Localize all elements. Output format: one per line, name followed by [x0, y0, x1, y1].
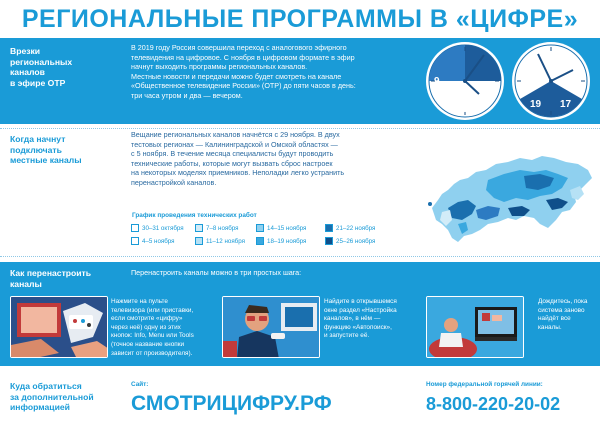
legend-swatch: [325, 237, 333, 245]
section-otr-inserts: [0, 38, 600, 124]
morning-clock-icon: [424, 40, 506, 122]
man-with-remote-icon: [223, 297, 320, 358]
hotline-phone[interactable]: 8-800-220-20-02: [426, 394, 561, 414]
section-label: Когда начнут подключать местные каналы: [10, 134, 82, 165]
phone-caption: Номер федеральной горячей линии:: [426, 381, 543, 388]
section-text: В 2019 году Россия совершила переход с аналогового эфирного телевидения на цифровое. С ноября в цифровом формате в эфир начнут выходить программы региональных каналов. Местные новости и передачи можно будет смотреть на канале «Общественное телевидение России» (ОТР) до пяти часов в день: три часа утром и два — вечером.: [131, 43, 356, 100]
legend-swatch: [131, 224, 139, 232]
legend-swatch: [256, 237, 264, 245]
step3-text: Дождитесь, пока система заново найдёт все каналы.: [538, 298, 588, 331]
legend-swatch: [195, 224, 203, 232]
page-title: РЕГИОНАЛЬНЫЕ ПРОГРАММЫ В «ЦИФРЕ»: [21, 5, 579, 33]
step1-illustration: [10, 296, 108, 358]
remote-control-hands-icon: [11, 297, 108, 358]
step2-illustration: [222, 296, 320, 358]
step2-text: Найдите в открывшемся окне раздел «Настройка каналов», в нём — функцию «Автопоиск», и запустите её.: [324, 298, 397, 340]
russia-regions-map: [428, 150, 596, 250]
step1-text: Нажмите на пульте телевизора (или приставки, если смотрите «цифру» через неё) одну из этих кнопок: Info, Menu или Tools (точное название кнопки зависит от производителя).: [111, 298, 194, 357]
legend-item: 25–26 ноября: [325, 237, 375, 245]
legend-swatch: [131, 237, 139, 245]
legend-swatch: [256, 224, 264, 232]
legend-item: 18–19 ноября: [256, 237, 306, 245]
legend-swatch: [325, 224, 333, 232]
legend-item: 7–8 ноября: [195, 224, 239, 232]
legend-swatch: [195, 237, 203, 245]
legend-item: 4–5 ноября: [131, 237, 175, 245]
evening-clock-icon: [510, 40, 592, 122]
section-text: Вещание региональных каналов начнётся с 29 ноября. В двух тестовых регионах — Калининградской и Омской областях — с 5 ноября. В течение месяца специалисты будут проводить технические работы, которые могут вызвать сброс настроек на некоторых моделях приемников. Неполадки легко устранить перенастройкой каналов.: [131, 130, 345, 187]
clock-number: 17: [560, 99, 572, 110]
clock-number: 9: [434, 76, 440, 87]
divider: [0, 128, 600, 129]
steps-intro: Перенастроить каналы можно в три простых шага:: [131, 268, 302, 277]
section-label: Как перенастроить каналы: [10, 268, 92, 289]
legend-item: 14–15 ноября: [256, 224, 306, 232]
site-caption: Сайт:: [131, 381, 149, 388]
divider: [0, 256, 600, 257]
contact-label: Куда обратиться за дополнительной информацией: [10, 381, 94, 412]
site-link[interactable]: СМОТРИЦИФРУ.РФ: [131, 392, 332, 415]
step3-illustration: [426, 296, 524, 358]
legend-title: График проведения технических работ: [132, 212, 257, 219]
legend-item: 30–31 октября: [131, 224, 184, 232]
clock-number: 19: [530, 99, 542, 110]
section-label: Врезки региональных каналов в эфире ОТР: [10, 46, 73, 88]
clock-number: 6: [462, 104, 468, 115]
legend-item: 11–12 ноября: [195, 237, 245, 245]
legend-item: 21–22 ноября: [325, 224, 375, 232]
tv-watching-icon: [427, 297, 524, 358]
